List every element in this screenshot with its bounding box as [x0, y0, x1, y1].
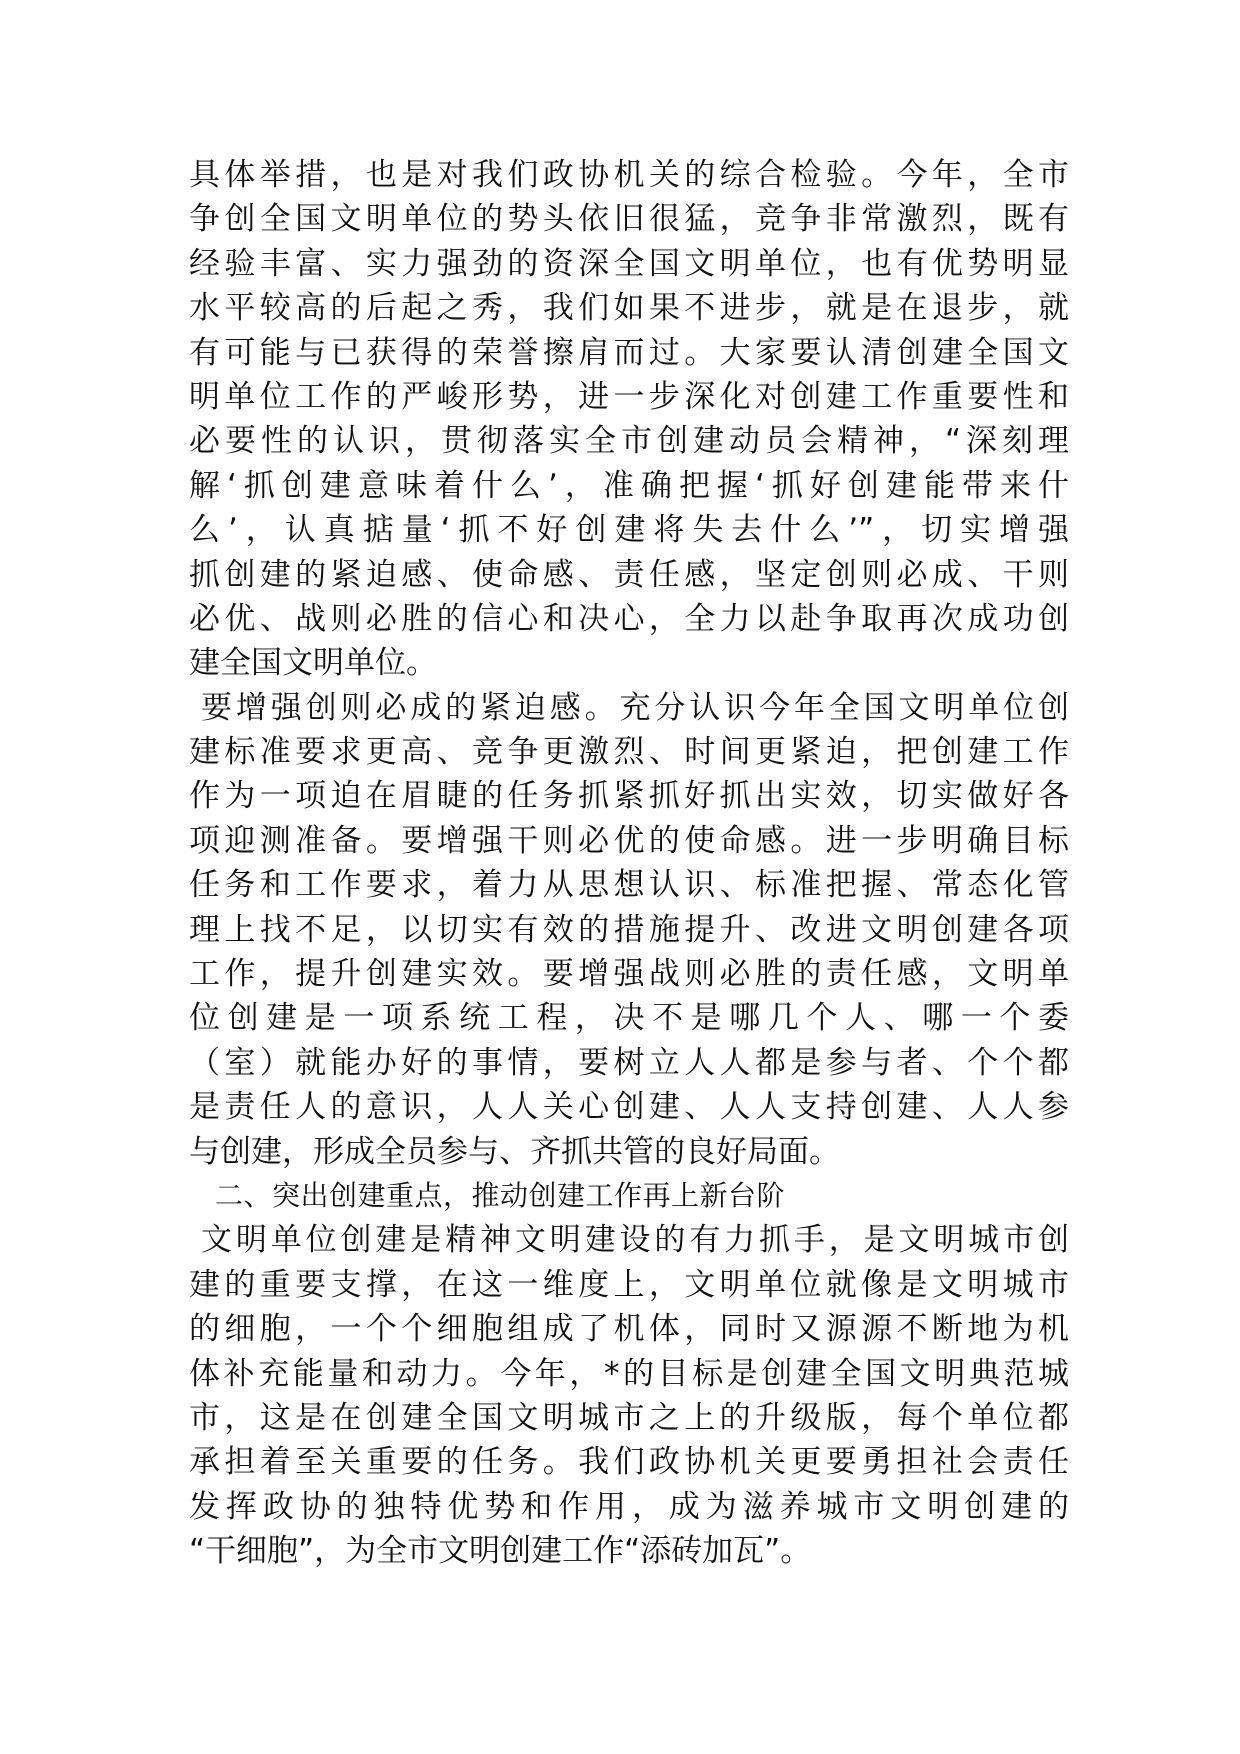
- body-line: 有可能与已获得的荣誉擦肩而过。大家要认清创建全国文: [189, 334, 1069, 371]
- body-line: 经验丰富、实力强劲的资深全国文明单位，也有优势明显: [189, 245, 1069, 282]
- body-line: 必优、战则必胜的信心和决心，全力以赴争取再次成功创: [189, 600, 1069, 637]
- body-line: 争创全国文明单位的势头依旧很猛，竞争非常激烈，既有: [189, 201, 1069, 238]
- body-line: 市，这是在创建全国文明城市之上的升级版，每个单位都: [189, 1399, 1069, 1436]
- body-line: 解‘抓创建意味着什么’，准确把握‘抓好创建能带来什: [189, 467, 1069, 504]
- body-line: 位创建是一项系统工程，决不是哪几个人、哪一个委: [189, 1000, 1069, 1037]
- body-line: 水平较高的后起之秀，我们如果不进步，就是在退步，就: [189, 290, 1069, 327]
- paragraph-start-line: 要增强创则必成的紧迫感。充分认识今年全国文明单位创: [201, 689, 1069, 726]
- body-line: 任务和工作要求，着力从思想认识、标准把握、常态化管: [189, 867, 1069, 904]
- body-line: 体补充能量和动力。今年，*的目标是创建全国文明典范城: [189, 1355, 1069, 1392]
- paragraph-end-line: 建全国文明单位。: [189, 645, 437, 682]
- paragraph-start-line: 文明单位创建是精神文明建设的有力抓手，是文明城市创: [201, 1222, 1069, 1259]
- paragraph-end-line: 与创建，形成全员参与、齐抓共管的良好局面。: [189, 1133, 840, 1170]
- body-line: 的细胞，一个个细胞组成了机体，同时又源源不断地为机: [189, 1311, 1069, 1348]
- body-line: 明单位工作的严峻形势，进一步深化对创建工作重要性和: [189, 378, 1069, 415]
- section-heading: 二、突出创建重点，推动创建工作再上新台阶: [215, 1178, 786, 1212]
- body-line: 承担着至关重要的任务。我们政协机关更要勇担社会责任: [189, 1444, 1069, 1481]
- body-line: 工作，提升创建实效。要增强战则必胜的责任感，文明单: [189, 956, 1069, 993]
- body-line: 建标准要求更高、竞争更激烈、时间更紧迫，把创建工作: [189, 734, 1069, 771]
- body-line: 必要性的认识，贯彻落实全市创建动员会精神，“深刻理: [189, 423, 1069, 460]
- body-line: 建的重要支撑，在这一维度上，文明单位就像是文明城市: [189, 1266, 1069, 1303]
- body-line: 么’，认真掂量‘抓不好创建将失去什么’”，切实增强: [189, 512, 1069, 549]
- body-line: 理上找不足，以切实有效的措施提升、改进文明创建各项: [189, 911, 1069, 948]
- paragraph-end-line: “干细胞”，为全市文明创建工作“添砖加瓦”。: [189, 1533, 812, 1570]
- body-line: 发挥政协的独特优势和作用，成为滋养城市文明创建的: [189, 1488, 1069, 1525]
- body-line: 抓创建的紧迫感、使命感、责任感，坚定创则必成、干则: [189, 556, 1069, 593]
- body-line: 具体举措，也是对我们政协机关的综合检验。今年，全市: [189, 157, 1069, 193]
- body-line: （室）就能办好的事情，要树立人人都是参与者、个个都: [189, 1044, 1069, 1081]
- document-body: [189, 153, 1069, 1574]
- body-line: 作为一项迫在眉睫的任务抓紧抓好抓出实效，切实做好各: [189, 778, 1069, 815]
- body-line: 项迎测准备。要增强干则必优的使命感。进一步明确目标: [189, 822, 1069, 859]
- body-line: 是责任人的意识，人人关心创建、人人支持创建、人人参: [189, 1089, 1069, 1126]
